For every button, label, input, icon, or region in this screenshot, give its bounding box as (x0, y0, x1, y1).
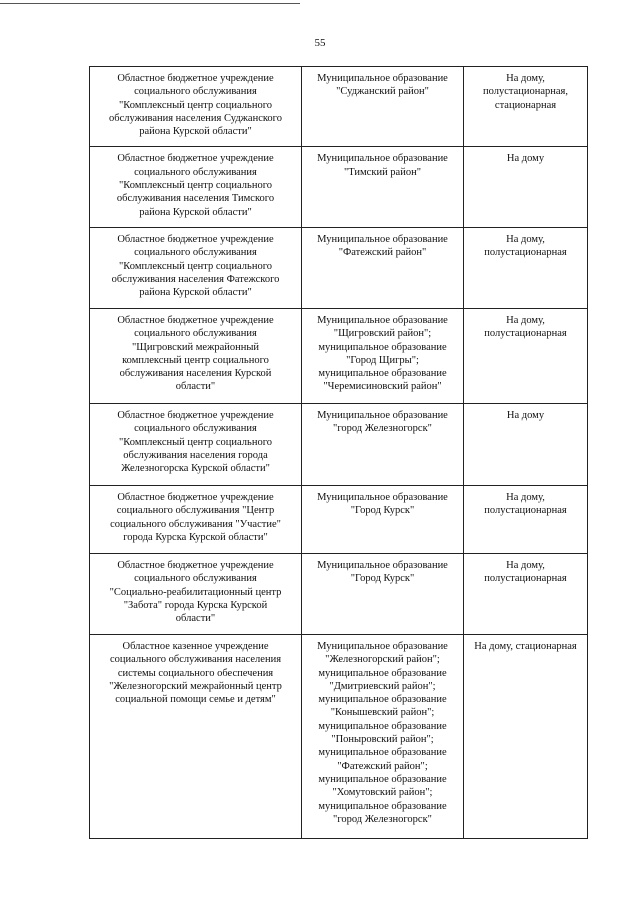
text-line: "Комплексный центр социального (119, 436, 272, 448)
text-line: социального обслуживания населения (109, 654, 282, 666)
service-form-cell (464, 67, 588, 147)
institutions-table (89, 66, 588, 839)
text-line: обслуживания населения Тимского (116, 193, 275, 205)
text-line: "Забота" города Курска Курской (123, 599, 268, 611)
text-line: социального обслуживания "Участие" (110, 518, 281, 530)
text-line: системы социального обеспечения (117, 667, 274, 679)
text-line: социального обслуживания (134, 166, 257, 178)
table-row (90, 403, 588, 485)
page-number: 55 (314, 37, 326, 49)
municipality-cell (302, 227, 464, 308)
text-line: полустационарная (484, 573, 567, 585)
institution-cell (90, 553, 302, 634)
text-line: комплексный центр социального (122, 354, 269, 366)
text-line: Муниципальное образование (317, 640, 448, 652)
service-form-cell (464, 634, 588, 838)
text-line: муниципальное образование (318, 800, 447, 812)
text-line: "Щигровский межрайонный (131, 341, 260, 353)
service-form-cell (464, 227, 588, 308)
institution-cell (90, 403, 302, 485)
text-line: Железногорска Курской области" (121, 463, 270, 475)
text-line: обслуживания населения Фатежского (111, 273, 280, 285)
text-line: города Курска Курской области" (123, 531, 268, 543)
text-line: социального обслуживания (134, 573, 257, 585)
text-line: Областное бюджетное учреждение (117, 491, 274, 503)
text-line: "Комплексный центр социального (119, 260, 272, 272)
table-row (90, 308, 588, 403)
text-line: Муниципальное образование (317, 559, 448, 571)
top-rule (0, 3, 300, 4)
institution-cell (90, 308, 302, 403)
text-line: "Город Курск" (350, 573, 415, 585)
text-line: Муниципальное образование (317, 153, 448, 165)
table-row (90, 67, 588, 147)
table-row (90, 634, 588, 838)
text-line: района Курской области" (139, 126, 252, 138)
text-line: На дому (506, 409, 545, 421)
service-form-cell (464, 308, 588, 403)
text-line: обслуживания населения Суджанского (109, 112, 282, 124)
text-line: Муниципальное образование (317, 233, 448, 245)
text-line: "Тимский район" (343, 166, 421, 178)
text-line: "Хомутовский район"; (332, 787, 433, 799)
institution-cell (90, 485, 302, 553)
text-line: полустационарная (484, 247, 567, 259)
text-line: "город Железногорск" (333, 813, 432, 825)
text-line: "Конышевский район"; (330, 707, 435, 719)
text-line: На дому (506, 153, 545, 165)
service-form-cell (464, 553, 588, 634)
text-line: Муниципальное образование (317, 409, 448, 421)
service-form-cell (464, 403, 588, 485)
text-line: "Фатежский район" (338, 247, 427, 259)
text-line: "Щигровский район"; (333, 328, 432, 340)
text-line: полустационарная (484, 505, 567, 517)
text-line: Муниципальное образование (317, 73, 448, 84)
text-line: На дому, (506, 73, 545, 84)
text-line: На дому, (506, 491, 545, 503)
text-line: социального обслуживания (134, 247, 257, 259)
text-line: "Суджанский район" (336, 86, 429, 98)
municipality-cell (302, 634, 464, 838)
text-line: Областное бюджетное учреждение (117, 73, 274, 84)
municipality-cell (302, 403, 464, 485)
table-row (90, 553, 588, 634)
text-line: области" (175, 613, 216, 625)
text-line: На дому, (506, 559, 545, 571)
text-line: социальной помощи семье и детям" (115, 694, 276, 706)
table-row (90, 485, 588, 553)
text-line: "Город Щигры"; (346, 354, 419, 366)
institution-cell (90, 634, 302, 838)
text-line: социального обслуживания (134, 86, 257, 98)
text-line: "Железногорский межрайонный центр (109, 680, 282, 692)
text-line: области" (175, 381, 216, 393)
municipality-cell (302, 67, 464, 147)
text-line: На дому, стационарная (474, 640, 577, 652)
institution-cell (90, 67, 302, 147)
table-row (90, 227, 588, 308)
text-line: социального обслуживания (134, 328, 257, 340)
text-line: муниципальное образование (318, 773, 447, 785)
text-line: района Курской области" (139, 206, 252, 218)
municipality-cell (302, 308, 464, 403)
institution-cell (90, 147, 302, 227)
service-form-cell (464, 485, 588, 553)
text-line: "Город Курск" (350, 505, 415, 517)
text-line: "Поныровский район"; (331, 734, 434, 746)
text-line: "Черемисиновский район" (323, 381, 442, 393)
text-line: "Дмитриевский район"; (329, 680, 436, 692)
text-line: муниципальное образование (318, 747, 447, 759)
text-line: На дому, (506, 314, 545, 326)
text-line: "Социально-реабилитационный центр (109, 586, 282, 598)
service-form-cell (464, 147, 588, 227)
text-line: Муниципальное образование (317, 314, 448, 326)
municipality-cell (302, 553, 464, 634)
text-line: муниципальное образование (318, 667, 447, 679)
text-line: социального обслуживания "Центр (116, 505, 275, 517)
text-line: социального обслуживания (134, 423, 257, 435)
text-line: полустационарная (484, 328, 567, 340)
text-line: обслуживания населения города (123, 449, 268, 461)
text-line: обслуживания населения Курской (119, 368, 272, 380)
text-line: "Железногорский район"; (325, 654, 440, 666)
text-line: Областное бюджетное учреждение (117, 559, 274, 571)
text-line: Областное бюджетное учреждение (117, 409, 274, 421)
municipality-cell (302, 147, 464, 227)
text-line: Областное бюджетное учреждение (117, 153, 274, 165)
text-line: "Комплексный центр социального (119, 180, 272, 192)
text-line: "Комплексный центр социального (119, 99, 272, 111)
text-line: "город Железногорск" (333, 423, 432, 435)
text-line: стационарная (494, 99, 557, 111)
text-line: муниципальное образование (318, 368, 447, 380)
text-line: Областное бюджетное учреждение (117, 233, 274, 245)
text-line: полустационарная, (482, 86, 568, 98)
text-line: муниципальное образование (318, 341, 447, 353)
text-line: Муниципальное образование (317, 491, 448, 503)
text-line: На дому, (506, 233, 545, 245)
text-line: Областное казенное учреждение (122, 640, 269, 652)
institution-cell (90, 227, 302, 308)
text-line: района Курской области" (139, 287, 252, 299)
municipality-cell (302, 485, 464, 553)
text-line: Областное бюджетное учреждение (117, 314, 274, 326)
text-line: муниципальное образование (318, 694, 447, 706)
table-row (90, 147, 588, 227)
text-line: муниципальное образование (318, 720, 447, 732)
text-line: "Фатежский район"; (337, 760, 428, 772)
